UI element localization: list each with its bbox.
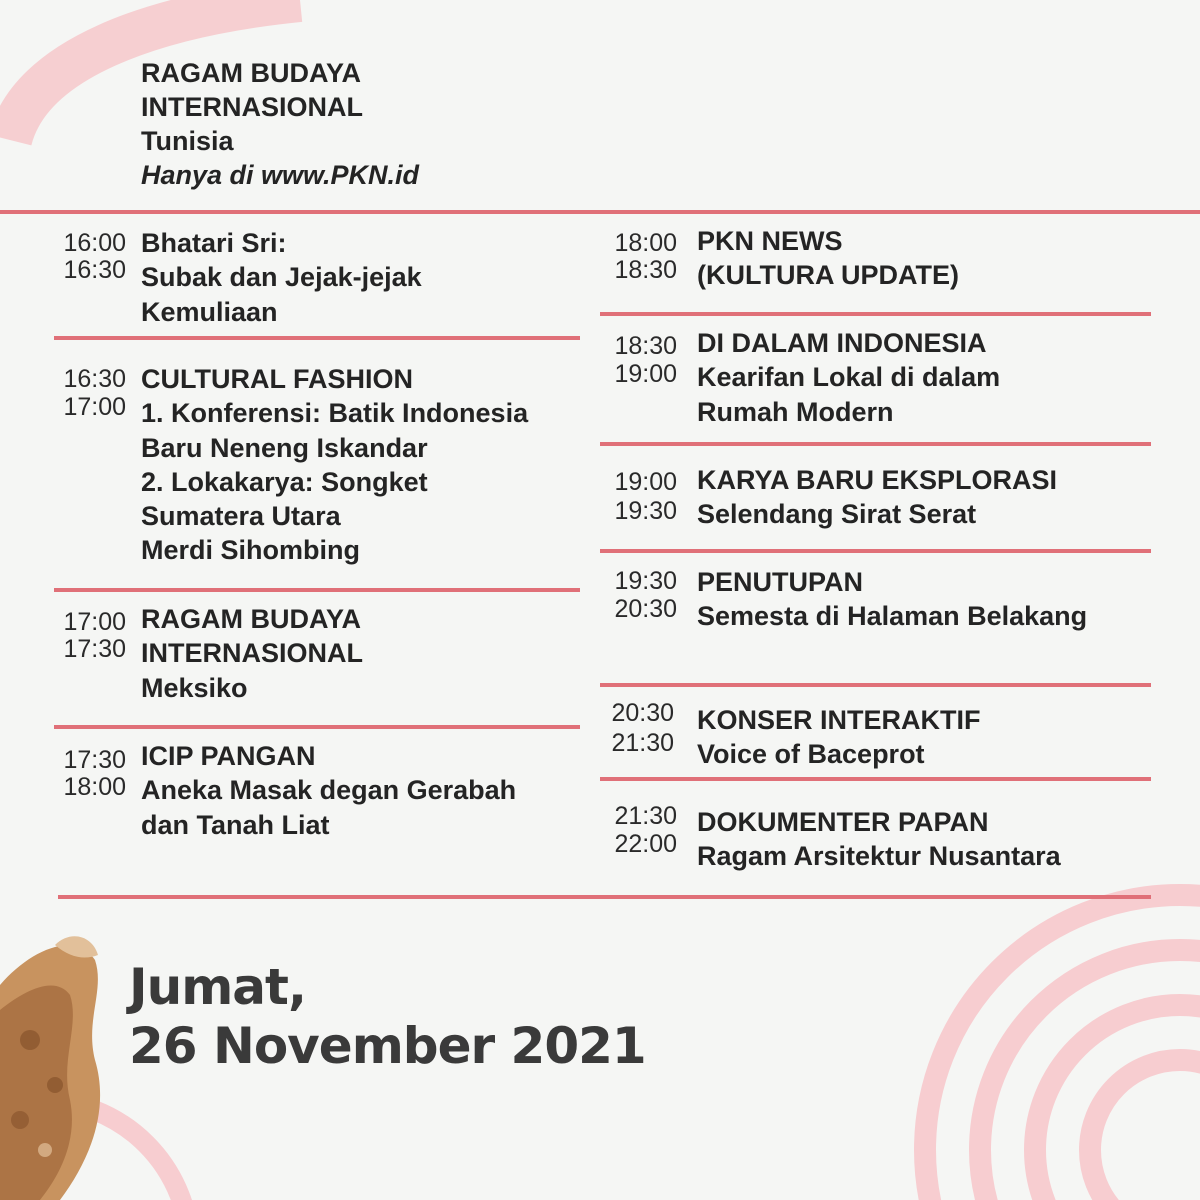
- header-website-note: Hanya di www.PKN.id: [141, 160, 420, 190]
- end-time: 22:00: [614, 830, 677, 858]
- bottom-right-concentric-arcs: [925, 895, 1200, 1200]
- start-time: 16:30: [63, 365, 126, 393]
- start-time: 18:00: [614, 229, 677, 257]
- right-divider-1: [600, 312, 1151, 316]
- end-time: 19:00: [614, 360, 677, 388]
- start-time: 19:00: [614, 468, 677, 496]
- start-time: 16:00: [63, 229, 126, 257]
- end-time: 21:30: [611, 729, 674, 757]
- date-day: Jumat,: [129, 958, 306, 1016]
- page-header: [141, 56, 419, 192]
- end-time: 17:30: [63, 635, 126, 663]
- end-time: 19:30: [614, 497, 677, 525]
- right-divider-4: [600, 683, 1151, 687]
- event-title: PKN NEWS (KULTURA UPDATE): [697, 226, 959, 291]
- header-country: Tunisia: [141, 126, 234, 156]
- right-divider-3: [600, 549, 1151, 553]
- end-time: 16:30: [63, 256, 126, 284]
- start-time: 18:30: [614, 332, 677, 360]
- right-divider-5: [600, 777, 1151, 781]
- event-title: Bhatari Sri: Subak dan Jejak-jejak Kemuliaan: [141, 228, 422, 327]
- start-time: 20:30: [611, 699, 674, 727]
- event-title: CULTURAL FASHION 1. Konferensi: Batik Indonesia Baru Neneng Iskandar 2. Lokakarya: Songket Sumatera Utara Merdi Sihombing: [141, 364, 529, 566]
- event-title: KARYA BARU EKSPLORASI Selendang Sirat Serat: [697, 465, 1058, 530]
- bottom-divider: [58, 895, 1151, 899]
- right-divider-2: [600, 442, 1151, 446]
- event-title: KONSER INTERAKTIF Voice of Baceprot: [697, 705, 981, 770]
- end-time: 20:30: [614, 595, 677, 623]
- header-title-line2: INTERNASIONAL: [141, 92, 363, 122]
- ceramic-pot-illustration: [0, 936, 100, 1200]
- start-time: 19:30: [614, 567, 677, 595]
- event-title: DOKUMENTER PAPAN Ragam Arsitektur Nusantara: [697, 807, 1061, 872]
- event-date: [129, 958, 646, 1076]
- top-divider: [0, 210, 1200, 214]
- event-title: RAGAM BUDAYA INTERNASIONAL Meksiko: [141, 604, 363, 703]
- start-time: 17:30: [63, 746, 126, 774]
- left-divider-1: [54, 336, 580, 340]
- left-divider-2: [54, 588, 580, 592]
- start-time: 17:00: [63, 608, 126, 636]
- event-title: PENUTUPAN Semesta di Halaman Belakang: [697, 567, 1088, 632]
- event-title: ICIP PANGAN Aneka Masak degan Gerabah dan Tanah Liat: [141, 741, 517, 840]
- header-title-line1: RAGAM BUDAYA: [141, 58, 362, 88]
- end-time: 17:00: [63, 393, 126, 421]
- end-time: 18:00: [63, 773, 126, 801]
- start-time: 21:30: [614, 802, 677, 830]
- end-time: 18:30: [614, 256, 677, 284]
- date-full: 26 November 2021: [129, 1017, 646, 1075]
- left-divider-3: [54, 725, 580, 729]
- event-title: DI DALAM INDONESIA Kearifan Lokal di dalam Rumah Modern: [697, 328, 1001, 427]
